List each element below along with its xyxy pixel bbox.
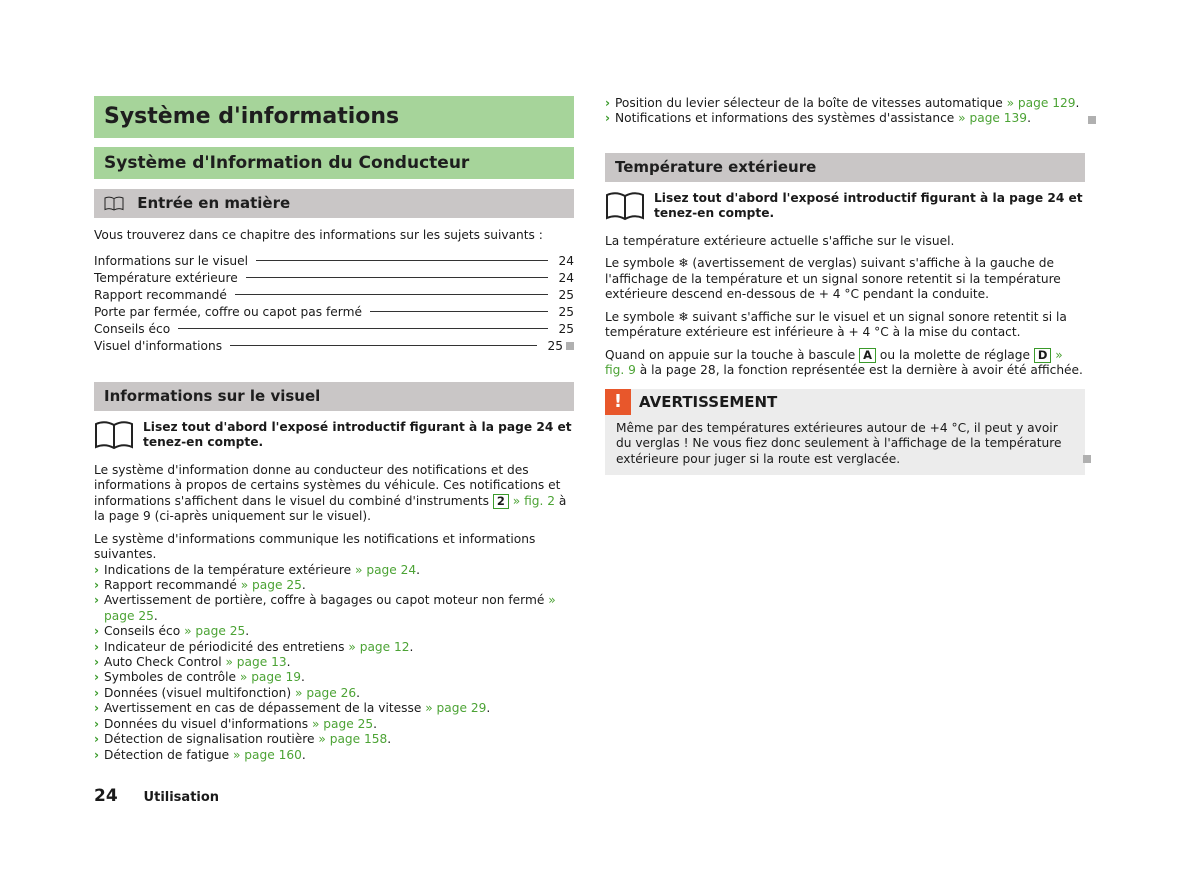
text: Détection de fatigue [104, 747, 233, 762]
text: Position du levier sélecteur de la boîte de vitesses automatique [615, 96, 1007, 110]
list-item [94, 563, 574, 578]
text: . [1027, 111, 1031, 126]
toc-page: 25 [547, 339, 563, 354]
arrow-icon: › [94, 732, 100, 747]
toc-page: 24 [558, 253, 574, 268]
book-icon [94, 420, 134, 450]
text: à la page 9 (ci-après uniquement sur le visuel). [94, 493, 567, 524]
text: . [416, 562, 421, 577]
arrow-icon: › [605, 111, 611, 126]
text: . [301, 578, 306, 593]
text: Données (visuel multifonction) [104, 685, 295, 700]
figure-link[interactable]: » fig. 2 [512, 493, 556, 508]
arrow-icon: › [94, 716, 100, 731]
list-item [94, 670, 574, 685]
arrow-icon: › [605, 96, 611, 110]
warning-icon: ! [605, 389, 631, 415]
end-marker [566, 342, 574, 350]
text: Le système d'information donne au conducteur des notifications et des informations à propos de certains systèmes du véhicule. Ces notifications et informations s'affichent dans le visuel du combiné d'instruments [94, 462, 561, 508]
text: . [1075, 96, 1080, 110]
text: Indicateur de périodicité des entretiens [104, 639, 349, 654]
toc-page: 25 [558, 305, 574, 320]
toc-entry[interactable] [94, 321, 574, 338]
page-link[interactable]: » page 29 [425, 701, 487, 716]
paragraph: Le système d'informations communique les notifications et informations suivantes. [94, 531, 536, 562]
left-column [94, 96, 574, 763]
page-link[interactable]: » page 25 [184, 624, 246, 639]
figure-callout: 2 [493, 494, 509, 509]
toc-label: Conseils éco [94, 322, 171, 337]
page-link[interactable]: » page 25 [311, 716, 374, 731]
list-item [94, 717, 574, 732]
section-heading-label: Entrée en matière [137, 194, 291, 212]
text: Notifications et informations des systèmes d'assistance [615, 111, 959, 126]
paragraph: Le symbole ❄ suivant s'affiche sur le visuel et un signal sonore retentit si la température extérieure est inférieure à + 4 °C à la mise du contact. [605, 309, 1067, 340]
list-item [605, 96, 1085, 111]
toc-page: 25 [558, 287, 574, 302]
arrow-icon: › [94, 670, 100, 685]
page-link[interactable]: » page 26 [295, 685, 357, 700]
list-item [94, 624, 574, 639]
arrow-icon: › [94, 562, 100, 577]
paragraph [605, 348, 1085, 379]
text: à la page 28, la fonction représentée est la dernière à avoir été affichée. [635, 363, 1083, 378]
footer-section: Utilisation [143, 790, 220, 805]
text: ou la molette de réglage [876, 347, 1034, 362]
paragraph [94, 463, 574, 525]
section-heading-visuel: Informations sur le visuel [94, 382, 574, 411]
list-item [94, 593, 574, 624]
paragraph: Le symbole ❄ (avertissement de verglas) suivant s'affiche à la gauche de l'affichage de la température et un signal sonore retentit si la température extérieure descend en-dessous de + 4 °C pendant la conduite. [605, 256, 1061, 302]
arrow-icon: › [94, 701, 100, 716]
arrow-icon: › [94, 685, 100, 700]
toc-entry[interactable] [94, 253, 574, 270]
book-icon [104, 196, 124, 211]
section-heading-temperature: Température extérieure [605, 153, 1085, 182]
toc-label: Informations sur le visuel [94, 253, 249, 268]
intro-text: Vous trouverez dans ce chapitre des informations sur les sujets suivants : [94, 228, 543, 242]
page-link[interactable]: » page 24 [355, 562, 417, 577]
read-first-text: Lisez tout d'abord l'exposé introductif figurant à la page 24 et tenez-en compte. [654, 190, 1083, 221]
text: Avertissement de portière, coffre à bagages ou capot moteur non fermé [104, 593, 549, 608]
page-link[interactable]: » page 160 [232, 747, 302, 762]
arrow-icon: › [94, 639, 100, 654]
table-of-contents [94, 253, 574, 356]
page-link[interactable]: » page 139 [958, 111, 1028, 126]
toc-page: 25 [558, 322, 574, 337]
end-marker [1088, 116, 1096, 124]
list-item [94, 686, 574, 701]
page-link[interactable]: » page 13 [225, 655, 287, 670]
text: Indications de la température extérieure [104, 562, 356, 577]
text: . [301, 670, 305, 685]
page-link[interactable]: » page 25 [104, 593, 556, 623]
list-item [605, 111, 1085, 126]
arrow-icon: › [94, 624, 100, 639]
warning-title: AVERTISSEMENT [639, 392, 778, 411]
text: . [387, 732, 392, 747]
toc-entry[interactable] [94, 304, 574, 321]
chapter-title: Système d'informations [94, 96, 574, 138]
page-link[interactable]: » page 12 [348, 639, 410, 654]
right-column [605, 96, 1085, 475]
page-link[interactable]: » page 25 [240, 578, 302, 593]
end-marker [1083, 455, 1091, 463]
warning-header [605, 389, 1085, 415]
figure-link[interactable]: » fig. 9 [605, 347, 1063, 378]
page-footer [94, 786, 219, 806]
read-first-note [94, 420, 574, 451]
text: . [245, 624, 250, 639]
toc-entry[interactable] [94, 270, 574, 287]
page-link[interactable]: » page 19 [239, 670, 302, 685]
list-item [94, 640, 574, 655]
toc-label: Température extérieure [94, 270, 238, 285]
text: . [153, 608, 158, 623]
text: Conseils éco [104, 624, 185, 639]
list-item [94, 748, 574, 763]
toc-label: Visuel d'informations [94, 339, 223, 354]
text: . [409, 639, 414, 654]
text: . [286, 655, 291, 670]
text: . [373, 716, 377, 731]
read-first-note [605, 191, 1085, 222]
arrow-icon: › [94, 578, 100, 593]
warning-box [605, 389, 1085, 476]
arrow-icon: › [94, 593, 100, 608]
list-item [94, 655, 574, 670]
arrow-icon: › [94, 747, 100, 762]
page-link[interactable]: » page 158 [318, 732, 388, 747]
paragraph: La température extérieure actuelle s'affiche sur le visuel. [605, 233, 955, 248]
page-link[interactable]: » page 129 [1006, 96, 1076, 110]
arrow-icon: › [94, 655, 100, 670]
text: Données du visuel d'informations [104, 716, 312, 731]
list-item [94, 578, 574, 593]
list-item [94, 732, 574, 747]
read-first-text: Lisez tout d'abord l'exposé introductif figurant à la page 24 et tenez-en compte. [143, 419, 572, 450]
warning-text: Même par des températures extérieures autour de +4 °C, il peut y avoir du verglas ! Ne vous fiez donc seulement à l'affichage de la température extérieure pour juger si la route est verglacée. [616, 420, 1062, 466]
toc-entry[interactable] [94, 287, 574, 304]
key-callout: A [859, 348, 876, 363]
text: . [301, 747, 306, 762]
text: . [486, 701, 491, 716]
text: Avertissement en cas de dépassement de la vitesse [104, 701, 426, 716]
page-number: 24 [94, 786, 118, 806]
section-heading-intro [94, 189, 574, 218]
chapter-subtitle: Système d'Information du Conducteur [94, 147, 574, 179]
text: . [356, 685, 361, 700]
text: Détection de signalisation routière [104, 732, 319, 747]
key-callout: D [1034, 348, 1052, 363]
list-item [94, 701, 574, 716]
text: Rapport recommandé [104, 578, 241, 593]
toc-page: 24 [558, 270, 574, 285]
book-icon [605, 191, 645, 221]
notification-list [94, 563, 574, 763]
toc-entry[interactable] [94, 338, 574, 355]
toc-label: Porte par fermée, coffre ou capot pas fermé [94, 305, 362, 320]
text: Quand on appuie sur la touche à bascule [605, 347, 860, 362]
text: Symboles de contrôle [104, 670, 240, 685]
toc-label: Rapport recommandé [94, 287, 227, 302]
text: Auto Check Control [104, 655, 226, 670]
notification-list-continued [605, 96, 1085, 127]
